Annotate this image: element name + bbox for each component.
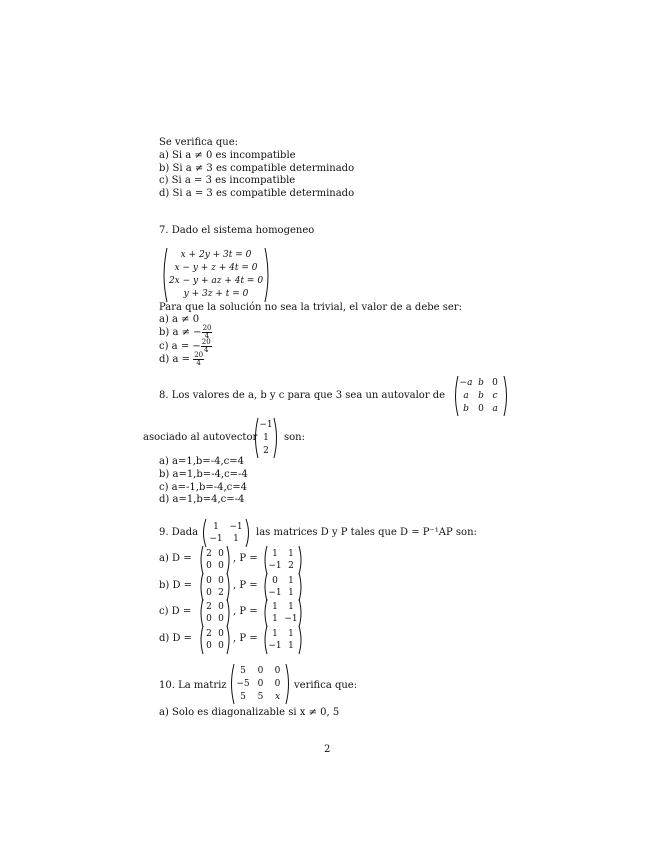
q9-m-0-1: −1 xyxy=(229,522,243,532)
q9-b-P-1-1: 1 xyxy=(288,588,294,598)
q8-m-2-0: b xyxy=(463,404,469,414)
q6-intro: Se verifica que: xyxy=(159,137,239,148)
q9-a-D-1-1: 0 xyxy=(218,561,224,571)
q9-d-D-0-1: 0 xyxy=(218,629,224,639)
q10-m-1-0: −5 xyxy=(236,679,250,689)
q7-eq-3: 2x − y + az + 4t = 0 xyxy=(168,276,264,286)
q8-m-0-1: b xyxy=(478,378,484,388)
q8-m-1-2: c xyxy=(492,391,498,401)
q9-a-P-1-0: −1 xyxy=(268,561,282,571)
q8-line1: 8. Los valores de a, b y c para que 3 sea un autovalor de xyxy=(159,390,446,401)
q10-m-2-2: x xyxy=(274,692,281,702)
q8-m-0-0: −a xyxy=(459,378,473,388)
q10-matrix xyxy=(228,663,292,705)
q9-option-d-label: d) D = xyxy=(159,633,193,644)
q9-option-d-D xyxy=(198,625,232,655)
q9-m-1-0: −1 xyxy=(209,534,223,544)
q9-a-P-0-1: 1 xyxy=(288,549,294,559)
q9-matrix xyxy=(200,518,252,548)
q10-after: verifica que: xyxy=(294,680,358,691)
q9-b-D-1-0: 0 xyxy=(206,588,212,598)
q7-eq-1: x + 2y + 3t = 0 xyxy=(180,250,252,260)
q8-v-2: 2 xyxy=(263,446,269,456)
q7-option-d-text: d) a = xyxy=(159,354,194,365)
q8-line2-after: son: xyxy=(284,432,305,443)
q9-c-D-0-1: 0 xyxy=(218,602,224,612)
q9-option-a-D xyxy=(198,545,232,575)
q9-a-P-0-0: 1 xyxy=(272,549,278,559)
q9-d-P-0-1: 1 xyxy=(288,629,294,639)
q9-option-a-p-label: , P = xyxy=(233,553,258,564)
q9-a-D-0-1: 0 xyxy=(218,549,224,559)
q9-a-D-1-0: 0 xyxy=(206,561,212,571)
q10-m-0-2: 0 xyxy=(274,666,281,676)
q7-question: Para que la solución no sea la trivial, el valor de a debe ser: xyxy=(159,302,462,313)
q7-title: 7. Dado el sistema homogeneo xyxy=(159,225,315,236)
q9-a-D-0-0: 2 xyxy=(206,549,212,559)
q9-option-b-p-label: , P = xyxy=(233,580,258,591)
q9-c-D-0-0: 2 xyxy=(206,602,212,612)
q9-m-1-1: 1 xyxy=(233,534,239,544)
q9-option-d-p-label: , P = xyxy=(233,633,258,644)
q8-option-c: c) a=-1,b=-4,c=4 xyxy=(159,482,247,493)
q9-d-P-0-0: 1 xyxy=(272,629,278,639)
q8-option-a: a) a=1,b=-4,c=4 xyxy=(159,456,244,467)
q7-option-b-text: b) a ≠ − xyxy=(159,327,202,338)
q10-m-0-1: 0 xyxy=(257,666,264,676)
q9-d-P-1-1: 1 xyxy=(288,641,294,651)
q8-v-1: 1 xyxy=(263,433,269,443)
q9-m-0-0: 1 xyxy=(213,522,219,532)
q8-option-d: d) a=1,b=4,c=-4 xyxy=(159,494,245,505)
q9-option-d-P xyxy=(262,625,304,655)
q9-c-D-1-0: 0 xyxy=(206,614,212,624)
q8-line2-before: asociado al autovector xyxy=(143,432,258,443)
q9-b-D-1-1: 2 xyxy=(218,588,224,598)
q9-d-P-1-0: −1 xyxy=(268,641,282,651)
q10-m-1-1: 0 xyxy=(257,679,264,689)
q10-m-2-0: 5 xyxy=(240,692,246,702)
q9-b-P-0-0: 0 xyxy=(272,576,278,586)
q9-b-D-0-0: 0 xyxy=(206,576,212,586)
q9-option-b-label: b) D = xyxy=(159,580,193,591)
q9-option-c-label: c) D = xyxy=(159,606,192,617)
q8-vector xyxy=(252,417,280,459)
q9-c-P-0-1: 1 xyxy=(288,602,294,612)
q8-m-1-0: a xyxy=(463,391,469,401)
q9-option-c-D xyxy=(198,598,232,628)
q8-m-1-1: b xyxy=(478,391,484,401)
q9-c-P-1-1: −1 xyxy=(284,614,298,624)
q9-c-P-1-0: 1 xyxy=(272,614,278,624)
q7-option-d-fraction: $\frac{20}{4}$ xyxy=(194,351,204,367)
q7-eq-4: y + 3z + t = 0 xyxy=(183,289,249,299)
q9-c-P-0-0: 1 xyxy=(272,602,278,612)
q9-option-a-P xyxy=(262,545,304,575)
q9-option-c-p-label: , P = xyxy=(233,606,258,617)
q9-b-P-1-0: −1 xyxy=(268,588,282,598)
q6-option-d: d) Si a = 3 es compatible determinado xyxy=(159,188,355,199)
q9-option-c-P xyxy=(262,598,304,628)
q7-option-b-fraction: $\frac{20}{4}$ xyxy=(202,324,212,340)
q8-m-2-2: a xyxy=(492,404,498,414)
q8-v-0: −1 xyxy=(259,420,273,430)
q7-option-d xyxy=(159,352,204,367)
q9-d-D-0-0: 2 xyxy=(206,629,212,639)
q6-option-b: b) Si a ≠ 3 es compatible determinado xyxy=(159,163,355,174)
q10-before: 10. La matriz xyxy=(159,680,227,691)
q9-after: las matrices D y P tales que D = P⁻¹AP son: xyxy=(256,527,477,538)
q10-m-0-0: 5 xyxy=(240,666,246,676)
q8-m-0-2: 0 xyxy=(492,378,498,388)
q7-system xyxy=(160,247,272,303)
q9-a-P-1-1: 2 xyxy=(288,561,294,571)
q7-eq-2: x − y + z + 4t = 0 xyxy=(174,263,258,273)
q10-m-2-1: 5 xyxy=(257,692,264,702)
q9-d-D-1-1: 0 xyxy=(218,641,224,651)
q9-dada: 9. Dada xyxy=(159,527,199,538)
q10-option-a: a) Solo es diagonalizable si x ≠ 0, 5 xyxy=(159,707,340,718)
q9-b-P-0-1: 1 xyxy=(288,576,294,586)
q9-c-D-1-1: 0 xyxy=(218,614,224,624)
q7-option-a: a) a ≠ 0 xyxy=(159,314,200,325)
q9-d-D-1-0: 0 xyxy=(206,641,212,651)
q6-option-a: a) Si a ≠ 0 es incompatible xyxy=(159,150,296,161)
q8-matrix xyxy=(452,375,510,417)
page-number: 2 xyxy=(324,744,331,755)
q6-option-c: c) Si a = 3 es incompatible xyxy=(159,175,296,186)
q9-option-a-label: a) D = xyxy=(159,553,192,564)
q7-option-c-fraction: $\frac{20}{4}$ xyxy=(201,338,211,354)
q9-b-D-0-1: 0 xyxy=(218,576,224,586)
q8-option-b: b) a=1,b=-4,c=-4 xyxy=(159,469,248,480)
q7-option-c-text: c) a = − xyxy=(159,341,201,352)
q10-m-1-2: 0 xyxy=(274,679,281,689)
q8-m-2-1: 0 xyxy=(478,404,484,414)
